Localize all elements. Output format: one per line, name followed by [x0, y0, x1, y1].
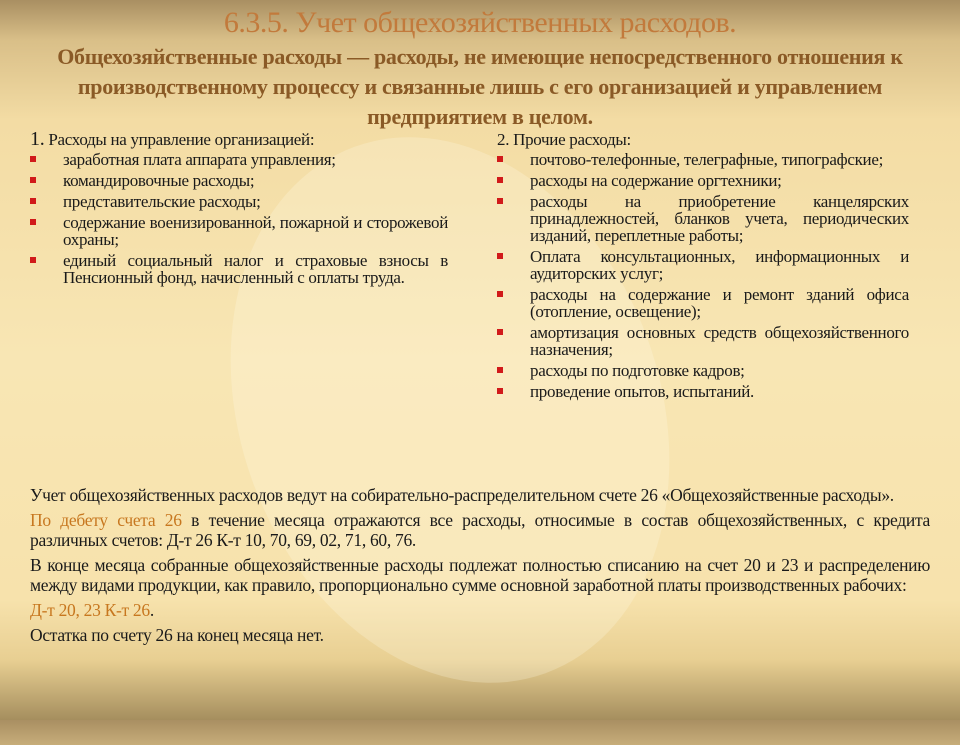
highlight-entry: Д-т 20, 23 К-т 26: [30, 600, 150, 620]
list-item: [30, 252, 448, 286]
list-item: [497, 383, 909, 400]
paragraph-account-26: Учет общехозяйственных расходов ведут на собирательно-распределительном счете 26 «Общехозяйственные расходы».: [30, 485, 894, 505]
list-item-text: почтово-телефонные, телеграфные, типографские;: [530, 150, 884, 169]
highlight-debit: По дебету счета 26: [30, 510, 182, 530]
bullet-icon: [30, 177, 36, 183]
list-item-text: заработная плата аппарата управления;: [63, 150, 336, 169]
list-item-text: амортизация основных средств общехозяйственного назначения;: [530, 323, 909, 359]
paragraph-debit: [30, 510, 930, 550]
list-item: [497, 151, 909, 168]
list-item-text: содержание военизированной, пожарной и сторожевой охраны;: [63, 213, 448, 249]
paragraph-balance: Остатка по счету 26 на конец месяца нет.: [30, 625, 324, 645]
bullet-icon: [30, 219, 36, 225]
bullet-icon: [497, 367, 503, 373]
paragraph-month-end: В конце месяца собранные общехозяйственные расходы подлежат полностью списанию на счет 20 и 23 и распределению между видами продукции, как правило, пропорционально сумме основной заработной платы производственных рабочих:: [30, 555, 930, 595]
list-item-text: представительские расходы;: [63, 192, 261, 211]
list-item-text: единый социальный налог и страховые взносы в Пенсионный фонд, начисленный с оплаты труда.: [63, 251, 448, 287]
list-item: [497, 286, 909, 320]
management-expenses-column: [30, 128, 448, 290]
list-item-text: расходы на содержание оргтехники;: [530, 171, 782, 190]
list-item: [30, 172, 448, 189]
slide-title: 6.3.5. Учет общехозяйственных расходов.: [223, 6, 737, 39]
bullet-icon: [497, 198, 503, 204]
bullet-icon: [30, 198, 36, 204]
bullet-icon: [30, 156, 36, 162]
column-heading: 2. Прочие расходы:: [497, 130, 631, 149]
bullet-icon: [497, 156, 503, 162]
bullet-icon: [497, 177, 503, 183]
heading-number: 1.: [30, 128, 45, 150]
bullet-icon: [497, 253, 503, 259]
list-item: [497, 193, 909, 244]
bullet-icon: [497, 388, 503, 394]
bullet-icon: [497, 291, 503, 297]
list-item-text: расходы на содержание и ремонт зданий офиса (отопление, освещение);: [530, 285, 909, 321]
other-expenses-column: [497, 131, 909, 404]
heading-text: Расходы на управление организацией:: [44, 130, 315, 149]
list-item: [497, 248, 909, 282]
slide-subtitle: Общехозяйственные расходы — расходы, не имеющие непосредственного отношения к производственному процессу и связанные лишь с его организацией и управлением предприятием в целом.: [57, 44, 903, 129]
list-item-text: Оплата консультационных, информационных и аудиторских услуг;: [530, 247, 909, 283]
bullet-icon: [497, 329, 503, 335]
list-item-text: командировочные расходы;: [63, 171, 255, 190]
list-item-text: расходы на приобретение канцелярских принадлежностей, бланков учета, периодических изданий, переплетные работы;: [530, 192, 909, 245]
paragraph-entry: [30, 600, 930, 620]
list-item-text: расходы по подготовке кадров;: [530, 361, 745, 380]
list-item: [497, 172, 909, 189]
list-item: [497, 324, 909, 358]
list-item: [30, 214, 448, 248]
list-item-text: проведение опытов, испытаний.: [530, 382, 754, 401]
accounting-description: [30, 485, 930, 650]
other-expenses-list: [497, 151, 909, 400]
management-expenses-list: [30, 151, 448, 286]
bullet-icon: [30, 257, 36, 263]
list-item: [30, 151, 448, 168]
entry-period: .: [149, 600, 154, 620]
debit-text: в течение месяца отражаются все расходы, относимые в состав общехозяйственных, с кредита различных счетов: Д-т 26 К-т 10, 70, 69, 02, 71, 60, 76.: [30, 510, 930, 550]
column-heading: [30, 128, 448, 150]
list-item: [497, 362, 909, 379]
list-item: [30, 193, 448, 210]
